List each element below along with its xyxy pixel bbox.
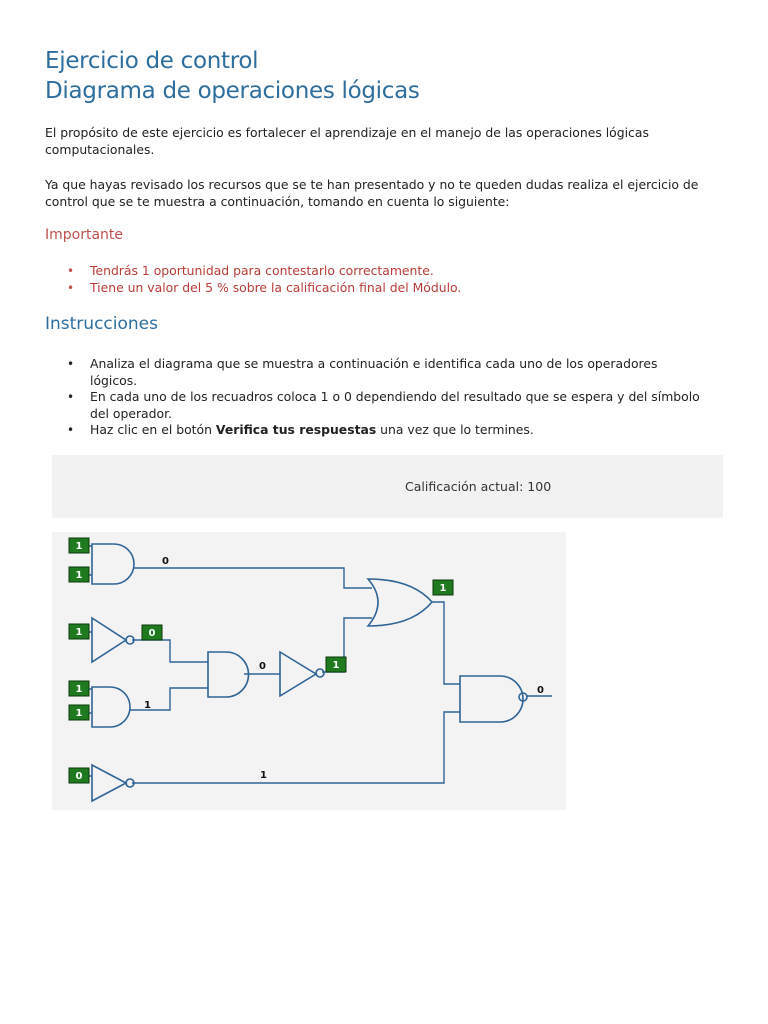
or-gate xyxy=(368,579,432,626)
wire xyxy=(132,640,208,662)
list-item-text: En cada uno de los recuadros coloca 1 o 0 dependiendo del resultado que se espera y del símbolo del operador. xyxy=(90,389,700,421)
svg-text:1: 1 xyxy=(332,660,340,671)
input-box-and3-b xyxy=(69,705,89,720)
input-box-not1 xyxy=(69,624,89,639)
input-box-and3-a xyxy=(69,681,89,696)
answer-box-not1[interactable] xyxy=(142,625,162,640)
svg-text:1: 1 xyxy=(75,541,83,552)
list-item-text: Haz clic en el botón xyxy=(90,422,216,437)
title-line-1: Ejercicio de control xyxy=(45,48,259,74)
score-panel xyxy=(52,455,723,518)
bullet-icon: • xyxy=(67,390,75,404)
wire-label: 1 xyxy=(260,770,267,781)
input-box-not3 xyxy=(69,768,89,783)
wire xyxy=(132,712,460,783)
list-item-text: Tendrás 1 oportunidad para contestarlo correctamente. xyxy=(90,263,434,278)
bullet-icon: • xyxy=(67,423,75,437)
svg-text:1: 1 xyxy=(75,684,83,695)
bullet-icon: • xyxy=(67,357,75,371)
bullet-icon: • xyxy=(67,280,75,295)
verify-button-reference: Verifica tus respuestas xyxy=(215,422,377,437)
list-item-text: Tiene un valor del 5 % sobre la calificación final del Módulo. xyxy=(90,279,462,295)
wire xyxy=(134,568,372,588)
not-gate xyxy=(92,618,126,662)
list-item xyxy=(45,356,705,389)
intro-paragraph-2: Ya que hayas revisado los recursos que se te han presentado y no te queden dudas realiza el ejercicio de control que se te muestra a continuación, tomando en cuenta lo siguiente: xyxy=(45,177,699,209)
and-gate xyxy=(92,544,134,584)
answer-box-or[interactable] xyxy=(433,580,453,595)
input-box-and1-a xyxy=(69,538,89,553)
logic-circuit xyxy=(52,532,566,810)
instructions-list xyxy=(45,356,705,439)
wire-label: 0 xyxy=(537,685,544,696)
svg-text:0: 0 xyxy=(148,628,156,639)
input-box-and1-b xyxy=(69,567,89,582)
wire-label: 0 xyxy=(259,661,266,672)
not-gate xyxy=(92,765,126,801)
list-item xyxy=(45,280,705,297)
page-title xyxy=(45,46,420,106)
and-gate xyxy=(92,687,130,727)
list-item xyxy=(45,422,705,439)
svg-text:1: 1 xyxy=(75,627,83,638)
svg-text:1: 1 xyxy=(75,570,83,581)
and-gate xyxy=(208,652,249,697)
current-score: Calificación actual: 100 xyxy=(405,479,552,494)
wire xyxy=(432,602,460,684)
wire-label: 0 xyxy=(162,556,169,567)
instructions-heading: Instrucciones xyxy=(45,314,158,334)
nand-gate xyxy=(460,676,523,722)
bullet-icon: • xyxy=(67,264,75,278)
wire-label: 1 xyxy=(144,700,151,711)
list-item xyxy=(45,389,705,422)
title-line-2: Diagrama de operaciones lógicas xyxy=(45,78,420,104)
svg-text:1: 1 xyxy=(75,708,83,719)
wire xyxy=(130,688,208,710)
not-bubble xyxy=(316,669,324,677)
important-heading: Importante xyxy=(45,227,124,243)
logic-diagram xyxy=(52,532,566,810)
list-item-text: una vez que lo termines. xyxy=(376,422,534,437)
answer-box-not2[interactable] xyxy=(326,657,346,672)
list-item-text: Analiza el diagrama que se muestra a continuación e identifica cada uno de los operadores lógicos. xyxy=(90,356,658,388)
not-gate xyxy=(280,652,316,696)
important-list xyxy=(45,263,705,296)
list-item xyxy=(45,263,705,280)
intro-paragraph-1: El propósito de este ejercicio es fortalecer el aprendizaje en el manejo de las operaciones lógicas computacionales. xyxy=(45,125,649,157)
svg-text:1: 1 xyxy=(439,583,447,594)
svg-text:0: 0 xyxy=(75,771,83,782)
